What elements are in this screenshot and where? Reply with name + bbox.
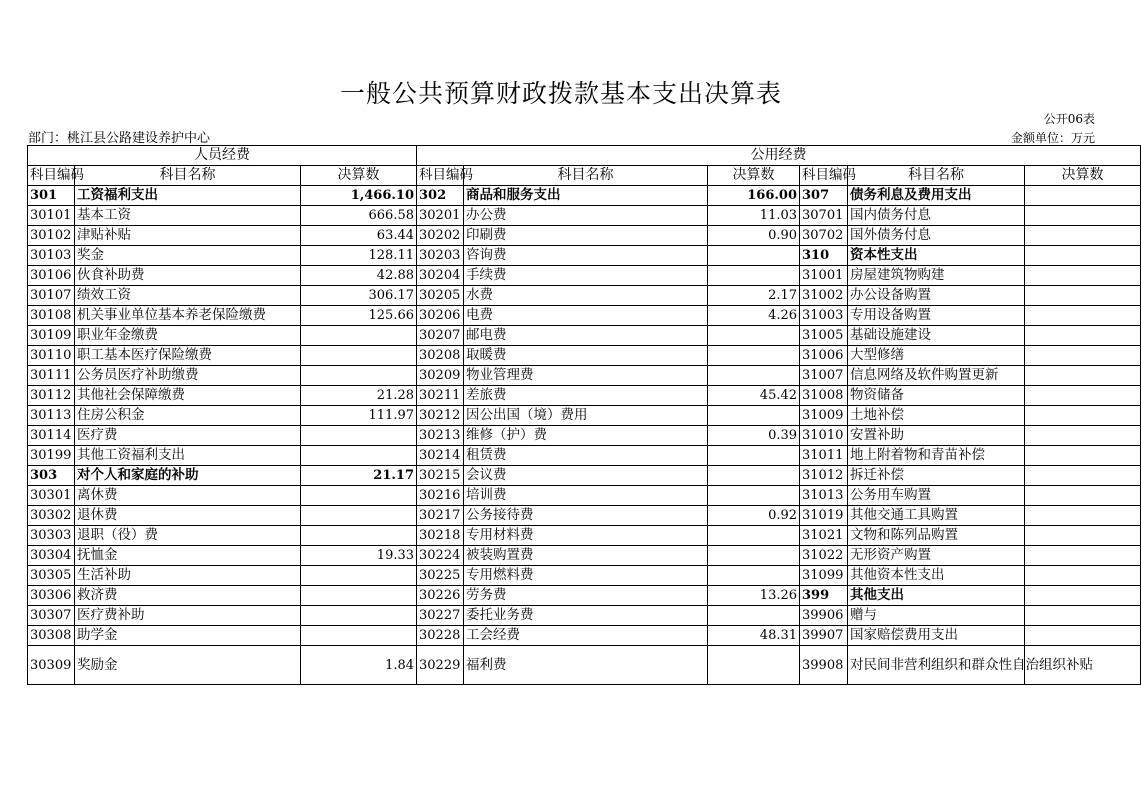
table-row bbox=[28, 566, 1141, 586]
account-name: 退职（役）费 bbox=[75, 526, 301, 546]
account-name: 委托业务费 bbox=[464, 606, 708, 626]
group-header-personnel: 人员经费 bbox=[28, 146, 417, 166]
amount-value bbox=[301, 566, 417, 586]
account-code: 303 bbox=[28, 466, 75, 486]
table-row bbox=[28, 266, 1141, 286]
amount-value: 4.26 bbox=[708, 306, 800, 326]
table-row bbox=[28, 306, 1141, 326]
account-name: 水费 bbox=[464, 286, 708, 306]
amount-value bbox=[708, 546, 800, 566]
amount-value: 21.17 bbox=[301, 466, 417, 486]
account-name: 对民间非营利组织和群众性自治组织补贴 bbox=[848, 646, 1025, 685]
table-row bbox=[28, 606, 1141, 626]
account-name: 公务用车购置 bbox=[848, 486, 1025, 506]
account-code: 30201 bbox=[417, 206, 464, 226]
amount-value bbox=[708, 346, 800, 366]
amount-value: 11.03 bbox=[708, 206, 800, 226]
account-name: 基础设施建设 bbox=[848, 326, 1025, 346]
account-code: 31099 bbox=[800, 566, 848, 586]
amount-value bbox=[708, 266, 800, 286]
account-code: 31011 bbox=[800, 446, 848, 466]
account-code: 310 bbox=[800, 246, 848, 266]
account-code: 30217 bbox=[417, 506, 464, 526]
account-code: 30207 bbox=[417, 326, 464, 346]
account-code: 30216 bbox=[417, 486, 464, 506]
amount-value bbox=[301, 486, 417, 506]
amount-value bbox=[1025, 446, 1141, 466]
account-name: 生活补助 bbox=[75, 566, 301, 586]
account-code: 30206 bbox=[417, 306, 464, 326]
amount-value bbox=[301, 326, 417, 346]
account-name: 租赁费 bbox=[464, 446, 708, 466]
col-header-amount: 决算数 bbox=[708, 166, 800, 186]
amount-value bbox=[301, 586, 417, 606]
account-code: 30109 bbox=[28, 326, 75, 346]
account-code: 30306 bbox=[28, 586, 75, 606]
amount-value bbox=[1025, 406, 1141, 426]
account-code: 30211 bbox=[417, 386, 464, 406]
account-code: 30208 bbox=[417, 346, 464, 366]
table-row bbox=[28, 186, 1141, 206]
table-row bbox=[28, 226, 1141, 246]
account-name: 其他交通工具购置 bbox=[848, 506, 1025, 526]
account-name: 商品和服务支出 bbox=[464, 186, 708, 206]
account-code: 30110 bbox=[28, 346, 75, 366]
account-name: 医疗费 bbox=[75, 426, 301, 446]
account-name: 医疗费补助 bbox=[75, 606, 301, 626]
account-code: 30224 bbox=[417, 546, 464, 566]
amount-value: 1,466.10 bbox=[301, 186, 417, 206]
table-row bbox=[28, 206, 1141, 226]
table-row bbox=[28, 506, 1141, 526]
amount-value bbox=[708, 446, 800, 466]
account-name: 绩效工资 bbox=[75, 286, 301, 306]
account-code: 30701 bbox=[800, 206, 848, 226]
account-code: 30303 bbox=[28, 526, 75, 546]
account-name: 救济费 bbox=[75, 586, 301, 606]
amount-value bbox=[301, 506, 417, 526]
amount-value: 111.97 bbox=[301, 406, 417, 426]
account-code: 30113 bbox=[28, 406, 75, 426]
account-name: 安置补助 bbox=[848, 426, 1025, 446]
account-code: 30308 bbox=[28, 626, 75, 646]
account-code: 31006 bbox=[800, 346, 848, 366]
amount-value bbox=[1025, 386, 1141, 406]
amount-value bbox=[1025, 266, 1141, 286]
amount-value bbox=[1025, 326, 1141, 346]
account-code: 30225 bbox=[417, 566, 464, 586]
account-name: 办公设备购置 bbox=[848, 286, 1025, 306]
table-row bbox=[28, 486, 1141, 506]
account-name: 公务接待费 bbox=[464, 506, 708, 526]
col-header-amount: 决算数 bbox=[1025, 166, 1141, 186]
table-row bbox=[28, 586, 1141, 606]
col-header-name: 科目名称 bbox=[464, 166, 708, 186]
table-row bbox=[28, 366, 1141, 386]
col-header-code: 科目编码 bbox=[28, 166, 75, 186]
account-name: 国外债务付息 bbox=[848, 226, 1025, 246]
account-name: 国家赔偿费用支出 bbox=[848, 626, 1025, 646]
account-code: 30106 bbox=[28, 266, 75, 286]
table-row bbox=[28, 646, 1141, 685]
account-name: 拆迁补偿 bbox=[848, 466, 1025, 486]
amount-value: 0.39 bbox=[708, 426, 800, 446]
account-code: 31009 bbox=[800, 406, 848, 426]
table-row bbox=[28, 246, 1141, 266]
form-code: 公开06表 bbox=[1043, 112, 1095, 126]
account-code: 30209 bbox=[417, 366, 464, 386]
col-header-name: 科目名称 bbox=[848, 166, 1025, 186]
account-code: 31005 bbox=[800, 326, 848, 346]
account-code: 30304 bbox=[28, 546, 75, 566]
account-code: 30305 bbox=[28, 566, 75, 586]
col-header-code: 科目编码 bbox=[800, 166, 848, 186]
account-code: 30103 bbox=[28, 246, 75, 266]
account-name: 其他工资福利支出 bbox=[75, 446, 301, 466]
account-code: 30114 bbox=[28, 426, 75, 446]
account-code: 30203 bbox=[417, 246, 464, 266]
account-code: 30111 bbox=[28, 366, 75, 386]
table-row bbox=[28, 406, 1141, 426]
account-name: 土地补偿 bbox=[848, 406, 1025, 426]
amount-value bbox=[708, 526, 800, 546]
account-name: 机关事业单位基本养老保险缴费 bbox=[75, 306, 301, 326]
account-code: 31019 bbox=[800, 506, 848, 526]
account-name: 伙食补助费 bbox=[75, 266, 301, 286]
amount-value bbox=[301, 606, 417, 626]
account-name: 大型修缮 bbox=[848, 346, 1025, 366]
amount-value bbox=[1025, 206, 1141, 226]
account-name: 印刷费 bbox=[464, 226, 708, 246]
amount-value bbox=[1025, 306, 1141, 326]
table-row bbox=[28, 326, 1141, 346]
account-name: 取暖费 bbox=[464, 346, 708, 366]
account-code: 30112 bbox=[28, 386, 75, 406]
amount-value: 45.42 bbox=[708, 386, 800, 406]
amount-value bbox=[708, 326, 800, 346]
account-name: 津贴补贴 bbox=[75, 226, 301, 246]
account-name: 被装购置费 bbox=[464, 546, 708, 566]
amount-value bbox=[1025, 526, 1141, 546]
account-code: 31012 bbox=[800, 466, 848, 486]
unit-label: 金额单位：万元 bbox=[1010, 131, 1095, 145]
amount-value bbox=[708, 646, 800, 685]
amount-value bbox=[708, 466, 800, 486]
account-code: 30212 bbox=[417, 406, 464, 426]
amount-value: 19.33 bbox=[301, 546, 417, 566]
account-name: 专用燃料费 bbox=[464, 566, 708, 586]
table-row bbox=[28, 546, 1141, 566]
account-code: 30213 bbox=[417, 426, 464, 446]
account-code: 30102 bbox=[28, 226, 75, 246]
amount-value bbox=[301, 446, 417, 466]
amount-value bbox=[1025, 246, 1141, 266]
account-code: 30202 bbox=[417, 226, 464, 246]
amount-value bbox=[708, 366, 800, 386]
account-code: 30214 bbox=[417, 446, 464, 466]
account-code: 399 bbox=[800, 586, 848, 606]
account-name: 工会经费 bbox=[464, 626, 708, 646]
account-code: 30107 bbox=[28, 286, 75, 306]
amount-value bbox=[301, 426, 417, 446]
account-code: 31008 bbox=[800, 386, 848, 406]
amount-value bbox=[301, 626, 417, 646]
group-header-row bbox=[28, 146, 1141, 166]
amount-value bbox=[301, 526, 417, 546]
amount-value: 1.84 bbox=[301, 646, 417, 685]
amount-value bbox=[1025, 286, 1141, 306]
amount-value bbox=[708, 406, 800, 426]
amount-value bbox=[708, 606, 800, 626]
amount-value bbox=[708, 246, 800, 266]
account-name: 住房公积金 bbox=[75, 406, 301, 426]
account-name: 助学金 bbox=[75, 626, 301, 646]
table-row bbox=[28, 446, 1141, 466]
amount-value bbox=[1025, 186, 1141, 206]
account-name: 房屋建筑物购建 bbox=[848, 266, 1025, 286]
account-name: 退休费 bbox=[75, 506, 301, 526]
account-code: 30309 bbox=[28, 646, 75, 685]
account-name: 离休费 bbox=[75, 486, 301, 506]
account-code: 301 bbox=[28, 186, 75, 206]
account-name: 办公费 bbox=[464, 206, 708, 226]
account-name: 职业年金缴费 bbox=[75, 326, 301, 346]
table-row bbox=[28, 526, 1141, 546]
account-name: 劳务费 bbox=[464, 586, 708, 606]
amount-value bbox=[1025, 626, 1141, 646]
account-code: 30229 bbox=[417, 646, 464, 685]
amount-value: 306.17 bbox=[301, 286, 417, 306]
account-name: 抚恤金 bbox=[75, 546, 301, 566]
amount-value bbox=[1025, 226, 1141, 246]
account-name: 奖金 bbox=[75, 246, 301, 266]
account-name: 国内债务付息 bbox=[848, 206, 1025, 226]
amount-value bbox=[1025, 346, 1141, 366]
account-name: 其他支出 bbox=[848, 586, 1025, 606]
account-name: 专用材料费 bbox=[464, 526, 708, 546]
account-name: 资本性支出 bbox=[848, 246, 1025, 266]
account-code: 30302 bbox=[28, 506, 75, 526]
account-code: 30227 bbox=[417, 606, 464, 626]
amount-value bbox=[1025, 586, 1141, 606]
page-title: 一般公共预算财政拨款基本支出决算表 bbox=[339, 79, 782, 108]
account-code: 31021 bbox=[800, 526, 848, 546]
account-name: 其他社会保障缴费 bbox=[75, 386, 301, 406]
amount-value: 666.58 bbox=[301, 206, 417, 226]
account-name: 因公出国（境）费用 bbox=[464, 406, 708, 426]
amount-value bbox=[301, 346, 417, 366]
account-code: 30108 bbox=[28, 306, 75, 326]
amount-value bbox=[1025, 366, 1141, 386]
group-header-public: 公用经费 bbox=[417, 146, 1141, 166]
account-code: 39907 bbox=[800, 626, 848, 646]
account-name: 对个人和家庭的补助 bbox=[75, 466, 301, 486]
account-code: 307 bbox=[800, 186, 848, 206]
account-name: 债务利息及费用支出 bbox=[848, 186, 1025, 206]
account-code: 31013 bbox=[800, 486, 848, 506]
table-row bbox=[28, 426, 1141, 446]
account-code: 30218 bbox=[417, 526, 464, 546]
account-code: 30204 bbox=[417, 266, 464, 286]
account-name: 咨询费 bbox=[464, 246, 708, 266]
account-name: 无形资产购置 bbox=[848, 546, 1025, 566]
table-row bbox=[28, 346, 1141, 366]
account-name: 培训费 bbox=[464, 486, 708, 506]
account-code: 31022 bbox=[800, 546, 848, 566]
amount-value bbox=[1025, 466, 1141, 486]
account-name: 福利费 bbox=[464, 646, 708, 685]
expenditure-table bbox=[27, 145, 1141, 685]
account-code: 30228 bbox=[417, 626, 464, 646]
amount-value: 48.31 bbox=[708, 626, 800, 646]
account-code: 31001 bbox=[800, 266, 848, 286]
amount-value bbox=[1025, 566, 1141, 586]
account-name: 专用设备购置 bbox=[848, 306, 1025, 326]
account-name: 会议费 bbox=[464, 466, 708, 486]
account-name: 职工基本医疗保险缴费 bbox=[75, 346, 301, 366]
amount-value: 63.44 bbox=[301, 226, 417, 246]
amount-value bbox=[708, 486, 800, 506]
account-code: 30307 bbox=[28, 606, 75, 626]
amount-value bbox=[301, 366, 417, 386]
table-row bbox=[28, 466, 1141, 486]
account-code: 30215 bbox=[417, 466, 464, 486]
account-name: 基本工资 bbox=[75, 206, 301, 226]
amount-value bbox=[1025, 606, 1141, 626]
amount-value: 125.66 bbox=[301, 306, 417, 326]
account-code: 30205 bbox=[417, 286, 464, 306]
amount-value: 13.26 bbox=[708, 586, 800, 606]
table-row bbox=[28, 386, 1141, 406]
account-code: 39908 bbox=[800, 646, 848, 685]
amount-value bbox=[1025, 546, 1141, 566]
account-name: 维修（护）费 bbox=[464, 426, 708, 446]
amount-value bbox=[708, 566, 800, 586]
amount-value: 0.92 bbox=[708, 506, 800, 526]
account-code: 31002 bbox=[800, 286, 848, 306]
amount-value: 166.00 bbox=[708, 186, 800, 206]
department-label: 部门：桃江县公路建设养护中心 bbox=[28, 131, 211, 146]
account-code: 30101 bbox=[28, 206, 75, 226]
amount-value: 42.88 bbox=[301, 266, 417, 286]
account-name: 地上附着物和青苗补偿 bbox=[848, 446, 1025, 466]
account-code: 30301 bbox=[28, 486, 75, 506]
table-row bbox=[28, 626, 1141, 646]
account-code: 302 bbox=[417, 186, 464, 206]
column-header-row bbox=[28, 166, 1141, 186]
amount-value: 2.17 bbox=[708, 286, 800, 306]
account-code: 30226 bbox=[417, 586, 464, 606]
amount-value bbox=[1025, 506, 1141, 526]
account-name: 工资福利支出 bbox=[75, 186, 301, 206]
account-name: 奖励金 bbox=[75, 646, 301, 685]
account-name: 物业管理费 bbox=[464, 366, 708, 386]
account-name: 邮电费 bbox=[464, 326, 708, 346]
account-code: 30199 bbox=[28, 446, 75, 466]
amount-value: 21.28 bbox=[301, 386, 417, 406]
account-name: 赠与 bbox=[848, 606, 1025, 626]
col-header-name: 科目名称 bbox=[75, 166, 301, 186]
account-name: 差旅费 bbox=[464, 386, 708, 406]
account-name: 文物和陈列品购置 bbox=[848, 526, 1025, 546]
account-name: 手续费 bbox=[464, 266, 708, 286]
table-row bbox=[28, 286, 1141, 306]
account-name: 信息网络及软件购置更新 bbox=[848, 366, 1025, 386]
amount-value bbox=[1025, 486, 1141, 506]
account-code: 31003 bbox=[800, 306, 848, 326]
account-code: 31010 bbox=[800, 426, 848, 446]
col-header-code: 科目编码 bbox=[417, 166, 464, 186]
amount-value: 0.90 bbox=[708, 226, 800, 246]
account-code: 31007 bbox=[800, 366, 848, 386]
account-name: 公务员医疗补助缴费 bbox=[75, 366, 301, 386]
amount-value bbox=[1025, 426, 1141, 446]
col-header-amount: 决算数 bbox=[301, 166, 417, 186]
account-code: 30702 bbox=[800, 226, 848, 246]
amount-value: 128.11 bbox=[301, 246, 417, 266]
account-name: 物资储备 bbox=[848, 386, 1025, 406]
account-name: 其他资本性支出 bbox=[848, 566, 1025, 586]
account-name: 电费 bbox=[464, 306, 708, 326]
account-code: 39906 bbox=[800, 606, 848, 626]
